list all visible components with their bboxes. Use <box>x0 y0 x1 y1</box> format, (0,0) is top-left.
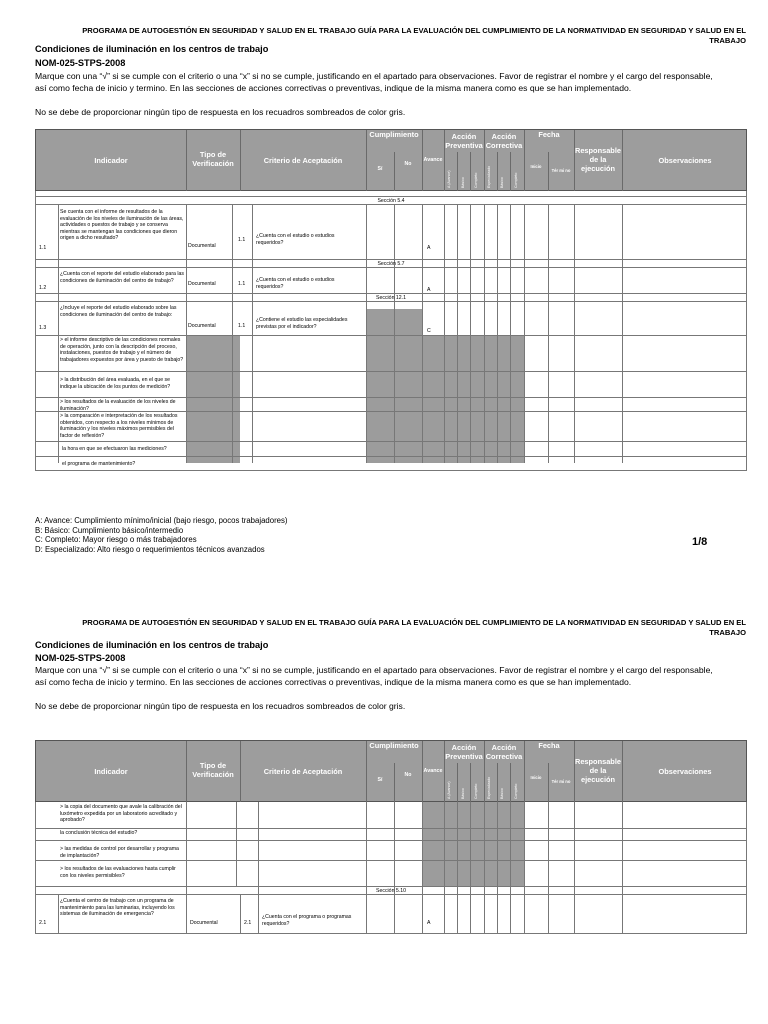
sub-indicator: > la comparación e interpretación de los resultados obtenidos, con respecto a los niveles mínimos de iluminación y los niveles máximos permisibles del factor de reflexión? <box>60 413 178 439</box>
instructions <box>35 70 755 94</box>
col-termino: Tér mi no <box>551 779 571 784</box>
col-no: No <box>404 772 412 778</box>
sub-label: A (Avance) <box>447 170 451 188</box>
section-row: Sección 5.7 <box>36 259 746 268</box>
sub-label: Básico <box>500 788 504 799</box>
instructions-line-2: así como fecha de inicio y termino. En las secciones de acciones correctivas o preventivas, indique de la misma manera como es que se han implementado. <box>35 677 632 687</box>
table-body <box>35 802 747 934</box>
verification-type: Documental <box>188 243 216 249</box>
section-row: Sección 12.1 <box>36 293 746 302</box>
section-row: Sección 5.10 <box>36 886 746 895</box>
document-title <box>40 618 746 638</box>
col-cumplimiento: Cumplimiento <box>369 741 419 750</box>
row-number: 1.1 <box>39 245 47 251</box>
col-avance: Avance <box>423 157 443 163</box>
sub-indicator: la conclusión técnica del estudio? <box>60 830 138 836</box>
sub-label: Completo <box>514 172 518 188</box>
subtitle: Condiciones de iluminación en los centros de trabajo <box>35 44 269 54</box>
col-si: Sí <box>377 777 383 783</box>
instructions-line-2: así como fecha de inicio y termino. En las secciones de acciones correctivas o preventivas, indique de la misma manera como es que se han implementado. <box>35 83 632 93</box>
criterion-text: ¿Contiene el estudio las especialidades previstas por el indicador? <box>256 317 348 330</box>
col-termino: Tér mi no <box>551 168 571 173</box>
sub-indicator: > los resultados de la evaluación de los niveles de iluminación? <box>60 399 176 412</box>
sub-label: Completo <box>474 783 478 799</box>
col-observaciones: Observaciones <box>658 767 712 776</box>
verification-type: Documental <box>190 920 218 926</box>
instructions <box>35 664 755 688</box>
verification-type: Documental <box>188 323 216 329</box>
col-fecha: Fecha <box>538 741 560 750</box>
row-number: 1.3 <box>39 325 47 331</box>
col-accion-correctiva: Acción Correctiva <box>485 132 523 150</box>
criterion-text: ¿Cuenta con el programa o programas requeridos? <box>262 914 352 927</box>
col-inicio: Inicio <box>530 164 542 169</box>
shading-note: No se debe de proporcionar ningún tipo de respuesta en los recuadros sombreados de color gris. <box>35 107 406 117</box>
instructions-line-1: Marque con una “√” si se cumple con el criterio o una “x” si no se cumple, justificando en el apartado para observaciones. Favor de registrar el nombre y el cargo del responsable, <box>35 71 713 81</box>
criterion-text: ¿Cuenta con el estudio o estudios requeridos? <box>256 277 335 290</box>
col-observaciones: Observaciones <box>658 156 712 165</box>
col-no: No <box>404 161 412 167</box>
subtitle: Condiciones de iluminación en los centros de trabajo <box>35 640 269 650</box>
sub-indicator: el programa de mantenimiento? <box>62 461 136 467</box>
criterion-number: 1.1 <box>238 281 246 287</box>
sub-indicator: > los resultados de las evaluaciones hasta cumplir con los niveles permisibles? <box>60 866 176 879</box>
norm-code: NOM-025-STPS-2008 <box>35 653 126 663</box>
avance-value: A <box>427 245 431 251</box>
shading-note: No se debe de proporcionar ningún tipo de respuesta en los recuadros sombreados de color gris. <box>35 701 406 711</box>
section-row: Sección 5.4 <box>36 196 746 205</box>
row-number: 1.2 <box>39 285 47 291</box>
sub-indicator: > la copia del documento que avale la calibración del luxómetro expedida por un laboratorio acreditado y aprobado? <box>60 804 182 824</box>
sub-indicator: > el informe descriptivo de las condiciones normales de operación, junto con la descripción del proceso, instalaciones, puestos de trabajo y el número de trabajadores expuestos por área y puesto de trabajo? <box>60 337 184 363</box>
sub-label: Básico <box>461 177 465 188</box>
norm-code: NOM-025-STPS-2008 <box>35 58 126 68</box>
title-line-1: PROGRAMA DE AUTOGESTIÓN EN SEGURIDAD Y SALUD EN EL TRABAJO GUÍA PARA LA EVALUACIÓN DEL CUMPLIMIENTO DE LA NORMATIVIDAD EN SEGURIDAD Y SALUD EN EL <box>82 618 746 627</box>
table-header <box>35 740 747 802</box>
col-inicio: Inicio <box>530 775 542 780</box>
indicator-text: Se cuenta con el informe de resultados de la evaluación de los niveles de iluminación de las áreas, actividades o puestos de trabajo y se conserva mientras se mantengan las condiciones que dieron origen a dicho resultado? <box>60 209 184 242</box>
sub-label: Especializado <box>487 165 491 188</box>
sub-label: Básico <box>500 177 504 188</box>
sub-label: Completo <box>514 783 518 799</box>
legend-d: D: Especializado: Alto riesgo o requerimientos técnicos avanzados <box>35 544 265 554</box>
avance-value: A <box>427 287 431 293</box>
col-criterio: Criterio de Aceptación <box>263 767 343 776</box>
title-line-1: PROGRAMA DE AUTOGESTIÓN EN SEGURIDAD Y SALUD EN EL TRABAJO GUÍA PARA LA EVALUACIÓN DEL CUMPLIMIENTO DE LA NORMATIVIDAD EN SEGURIDAD Y SALUD EN EL <box>82 26 746 35</box>
sub-indicator: > las medidas de control por desarrollar y programa de implantación? <box>60 846 179 859</box>
sub-indicator: > la distribución del área evaluada, en el que se indique la ubicación de los puntos de medición? <box>60 377 171 390</box>
criterion-text: ¿Cuenta con el estudio o estudios requeridos? <box>256 233 335 246</box>
indicator-text: ¿Cuenta el centro de trabajo con un programa de mantenimiento para las luminarias, incluyendo los sistemas de iluminación de emergencia? <box>60 898 175 918</box>
col-responsable: Responsable de la ejecución <box>574 757 621 784</box>
col-avance: Avance <box>423 768 443 774</box>
title-line-2: TRABAJO <box>709 36 746 45</box>
criterion-number: 2.1 <box>244 920 252 926</box>
criterion-number: 1.1 <box>238 323 246 329</box>
col-fecha: Fecha <box>538 130 560 139</box>
indicator-text: ¿Incluye el reporte del estudio elaborado sobre las condiciones de iluminación del centro de trabajo: <box>60 305 177 318</box>
col-accion-preventiva: Acción Preventiva <box>445 132 483 150</box>
title-line-2: TRABAJO <box>709 628 746 637</box>
col-accion-correctiva: Acción Correctiva <box>485 743 523 761</box>
sub-indicator: la hora en que se efectuaron las mediciones? <box>62 446 167 452</box>
col-indicador: Indicador <box>94 767 128 776</box>
legend-c: C: Completo: Mayor riesgo o más trabajadores <box>35 535 197 545</box>
col-tipo: Tipo de Verificación <box>192 150 234 168</box>
col-tipo: Tipo de Verificación <box>192 761 234 779</box>
instructions-line-1: Marque con una “√” si se cumple con el criterio o una “x” si no se cumple, justificando en el apartado para observaciones. Favor de registrar el nombre y el cargo del responsable, <box>35 665 713 675</box>
col-si: Sí <box>377 166 383 172</box>
col-responsable: Responsable de la ejecución <box>574 146 621 173</box>
avance-value: C <box>427 328 431 334</box>
legend-a: A: Avance: Cumplimiento mínimo/inicial (bajo riesgo, pocos trabajadores) <box>35 516 288 525</box>
table-header <box>35 129 747 191</box>
legend <box>35 516 288 554</box>
sub-label: Básico <box>461 788 465 799</box>
col-indicador: Indicador <box>94 156 128 165</box>
col-cumplimiento: Cumplimiento <box>369 130 419 139</box>
sub-label: Especializado <box>487 776 491 799</box>
sub-label: A (Avance) <box>447 781 451 799</box>
row-number: 2.1 <box>39 920 47 926</box>
col-criterio: Criterio de Aceptación <box>263 156 343 165</box>
criterion-number: 1.1 <box>238 237 246 243</box>
avance-value: A <box>427 920 431 926</box>
indicator-text: ¿Cuenta con el reporte del estudio elaborado para las condiciones de iluminación del centro de trabajo? <box>60 271 185 284</box>
page-number: 1/8 <box>692 536 708 548</box>
col-accion-preventiva: Acción Preventiva <box>445 743 483 761</box>
document-title <box>40 26 746 46</box>
legend-b: B: Básico: Cumplimiento básico/intermedio <box>35 525 184 535</box>
verification-type: Documental <box>188 281 216 287</box>
table-body <box>35 191 747 471</box>
sub-label: Completo <box>474 172 478 188</box>
